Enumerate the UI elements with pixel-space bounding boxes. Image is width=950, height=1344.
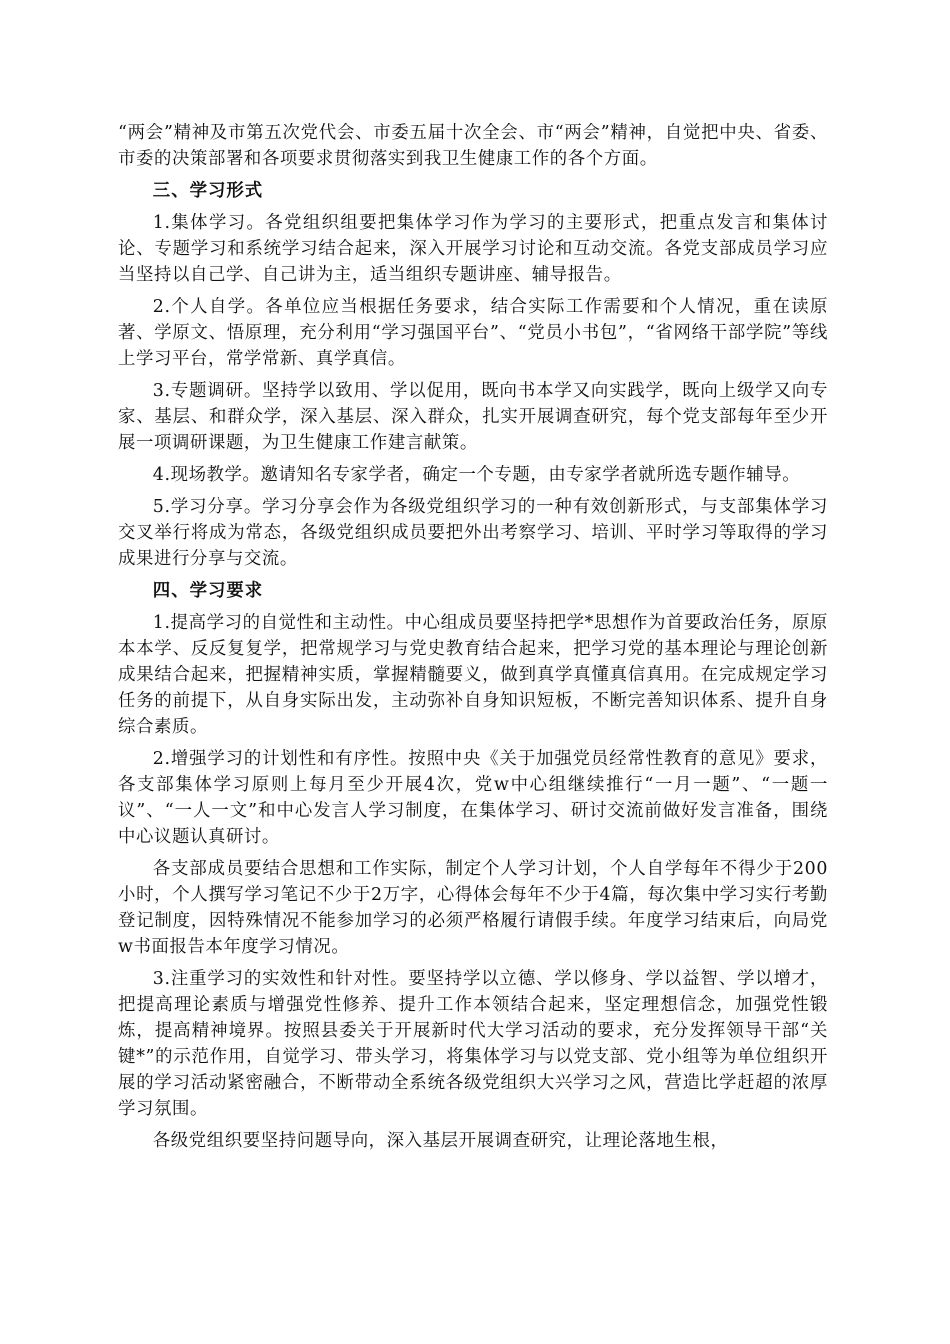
paragraph-collective-study: 1.集体学习。各党组织组要把集体学习作为学习的主要形式，把重点发言和集体讨论、专题学习和系统学习结合起来，深入开展学习讨论和互动交流。各党支部成员学习应当坚持以自己学、自己讲为主，适当组织专题讲座、辅导报告。 xyxy=(118,213,828,285)
paragraph-special-research: 3.专题调研。坚持学以致用、学以促用，既向书本学又向实践学，既向上级学又向专家、基层、和群众学，深入基层、深入群众，扎实开展调查研究，每个党支部每年至少开展一项调研课题，为卫生健康工作建言献策。 xyxy=(118,381,828,453)
paragraph-effectiveness: 3.注重学习的实效性和针对性。要坚持学以立德、学以修身、学以益智、学以增才，把提高理论素质与增强党性修养、提升工作本领结合起来，坚定理想信念，加强党性锻炼，提高精神境界。按照县委关于开展新时代大学习活动的要求，充分发挥领导干部“关键*”的示范作用，自觉学习、带头学习，将集体学习与以党支部、党小组等为单位组织开展的学习活动紧密融合，不断带动全系统各级党组织大兴学习之风，营造比学赶超的浓厚学习氛围。 xyxy=(118,969,828,1119)
paragraph-planning: 2.增强学习的计划性和有序性。按照中央《关于加强党员经常性教育的意见》要求，各支部集体学习原则上每月至少开展4次，党w中心组继续推行“一月一题”、“一题一议”、“一人一文”和中心发言人学习制度，在集体学习、研讨交流前做好发言准备，围绕中心议题认真研讨。 xyxy=(118,749,828,847)
section-heading-study-requirements: 四、学习要求 xyxy=(152,581,264,601)
document-page xyxy=(118,120,828,1160)
paragraph-personal-plan: 各支部成员要结合思想和工作实际，制定个人学习计划，个人自学每年不得少于200小时，个人撰写学习笔记不少于2万字，心得体会每年不少于4篇，每次集中学习实行考勤登记制度，因特殊情况不能参加学习的必须严格履行请假手续。年度学习结束后，向局党w书面报告本年度学习情况。 xyxy=(118,859,828,957)
paragraph-study-sharing: 5.学习分享。学习分享会作为各级党组织学习的一种有效创新形式，与支部集体学习交叉举行将成为常态，各级党组织成员要把外出考察学习、培训、平时学习等取得的学习成果进行分享与交流。 xyxy=(118,497,828,569)
section-heading-study-forms: 三、学习形式 xyxy=(152,181,264,201)
paragraph-self-study: 2.个人自学。各单位应当根据任务要求，结合实际工作需要和个人情况，重在读原著、学原文、悟原理，充分利用“学习强国平台”、“党员小书包”，“省网络干部学院”等线上学习平台，常学常新、真学真信。 xyxy=(118,297,828,369)
paragraph-onsite-teaching: 4.现场教学。邀请知名专家学者，确定一个专题，由专家学者就所选专题作辅导。 xyxy=(152,465,801,485)
paragraph-problem-oriented: 各级党组织要坚持问题导向，深入基层开展调查研究，让理论落地生根， xyxy=(152,1131,729,1151)
paragraph-consciousness: 1.提高学习的自觉性和主动性。中心组成员要坚持把学*思想作为首要政治任务，原原本本学、反反复复学，把常规学习与党史教育结合起来，把学习党的基本理论与理论创新成果结合起来，把握精神实质，掌握精髓要义，做到真学真懂真信真用。在完成规定学习任务的前提下，从自身实际出发，主动弥补自身知识短板，不断完善知识体系、提升自身综合素质。 xyxy=(118,613,828,737)
paragraph-continuation: “两会”精神及市第五次党代会、市委五届十次全会、市“两会”精神，自觉把中央、省委、市委的决策部署和各项要求贯彻落实到我卫生健康工作的各个方面。 xyxy=(118,123,828,169)
